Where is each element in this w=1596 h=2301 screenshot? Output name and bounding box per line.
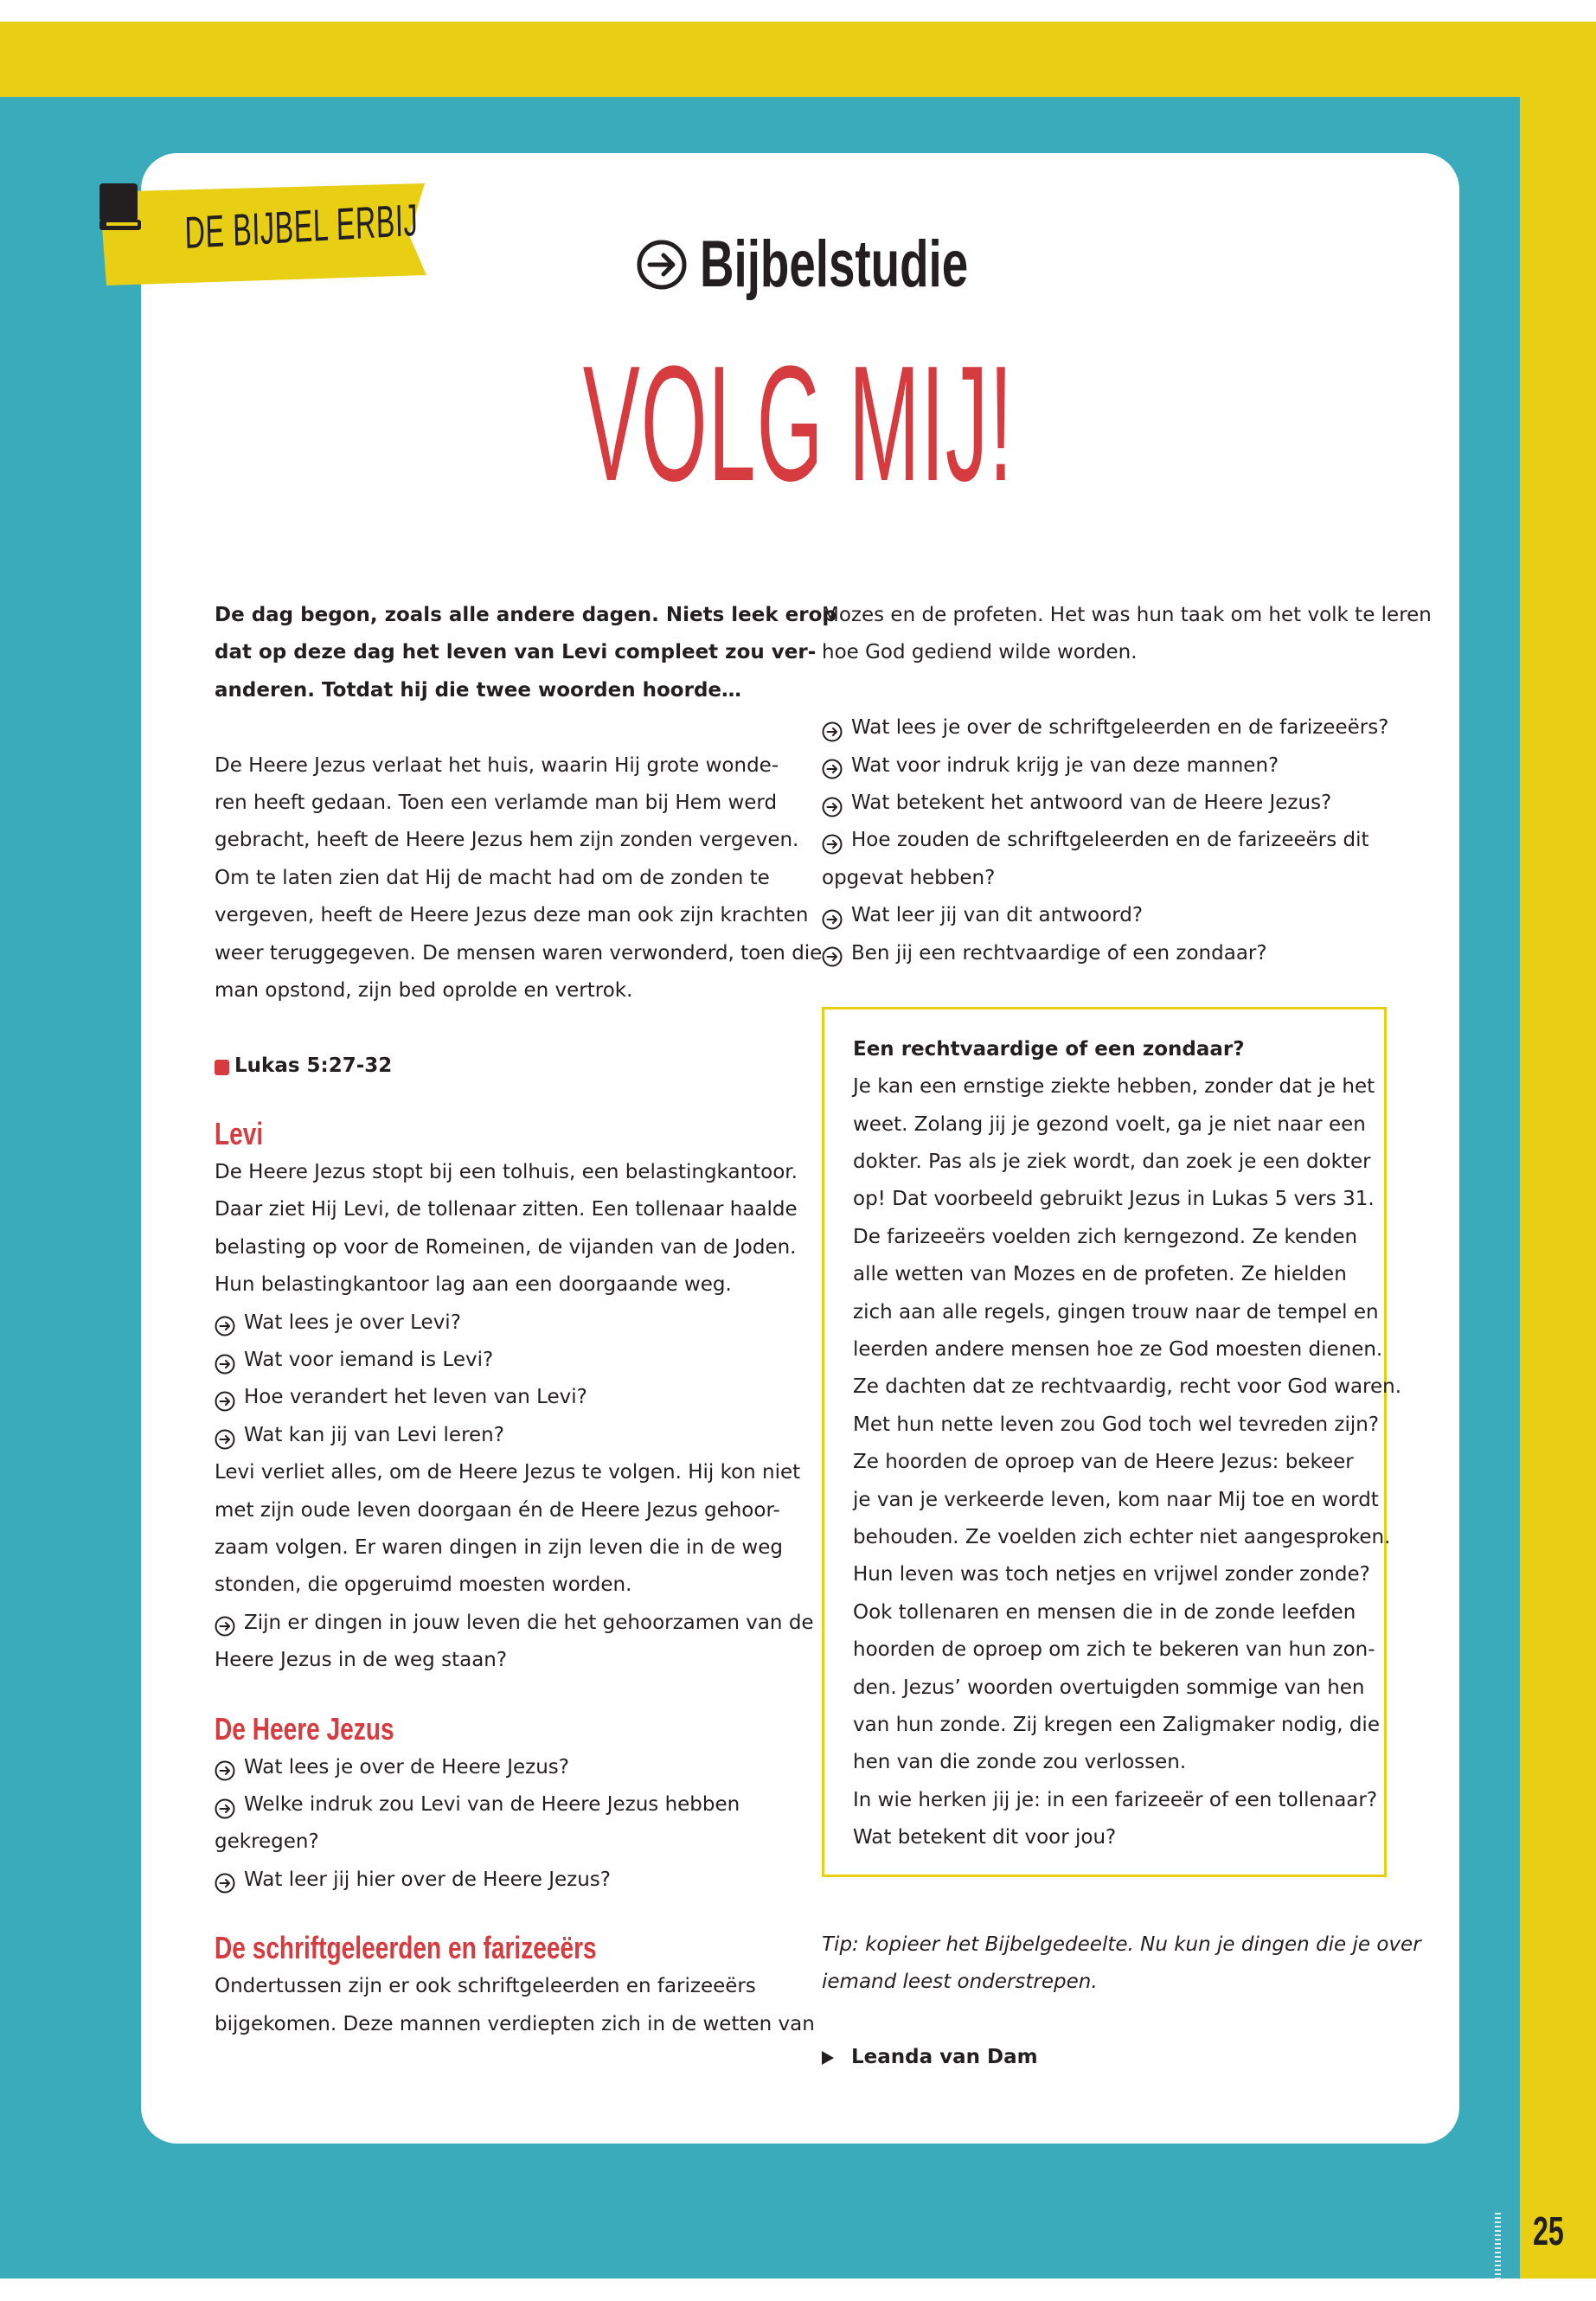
question-text: Welke indruk zou Levi van de Heere Jezus hebben [244,1792,740,1816]
paragraph-line [215,1229,797,1266]
bible-icon [215,1057,229,1075]
section-heading-text: Levi [215,1116,264,1152]
paragraph-line [215,897,809,934]
info-box-line: dokter. Pas als je ziek wordt, dan zoek je een dokter [853,1150,1371,1174]
info-box [822,1007,1402,1877]
page-number: 25 [1533,2208,1564,2253]
paragraph-line [215,1529,785,1567]
question-line [822,822,1393,859]
question-line [215,1417,785,1454]
right-flow [822,597,1432,972]
bible-reference [215,1048,785,1085]
question-text: Wat lees je over Levi? [244,1311,461,1334]
top-yellow-band [0,22,1596,98]
info-box-line: De farizeeërs voelden zich kerngezond. Ze kenden [853,1225,1358,1248]
arrow-circle-icon [215,1388,235,1408]
question-text: Wat voor indruk krijg je van deze mannen? [851,753,1279,777]
paragraph-text: Daar ziet Hij Levi, de tollenaar zitten. Een tollenaar haalde [215,1198,798,1221]
arrow-circle-icon [822,793,843,814]
kicker-label: Bijbelstudie [700,228,969,301]
paragraph-text: Ondertussen zijn er ook schriftgeleerden en farizeeërs [215,1975,756,1998]
question-line [215,1823,785,1861]
paragraph-line [215,672,785,709]
arrow-circle-icon [215,1869,235,1890]
paragraph-text: ren heeft gedaan. Toen een verlamde man bij Hem werd [215,791,778,814]
question-line [215,1605,814,1642]
info-box-line: Ze hoorden de oproep van de Heere Jezus: bekeer [853,1451,1354,1474]
paragraph-line [215,785,785,822]
paragraph-line [215,972,785,1009]
section-ribbon [98,182,431,290]
right-column [822,597,1432,2076]
info-box-line: op! Dat voorbeeld gebruikt Jezus in Lukas 5 vers 31. [853,1188,1375,1211]
paragraph-text: dat op deze dag het leven van Levi compleet zou ver- [215,641,817,664]
page-title-text: VOLG MIJ! [582,332,1014,516]
triangle-icon [822,2051,834,2065]
info-box-line: behouden. Ze voelden zich echter niet aangesproken. [853,1525,1391,1548]
arrow-circle-icon [822,830,843,851]
info-box-line: alle wetten van Mozes en de profeten. Ze hielden [853,1263,1347,1286]
question-line [822,747,1393,785]
paragraph-text: met zijn oude leven doorgaan én de Heere Jezus gehoor- [215,1498,780,1522]
info-box-line: hen van die zonde zou verlossen. [853,1751,1187,1774]
question-text: gekregen? [215,1830,319,1854]
paragraph-line [215,860,785,897]
section-heading [215,1928,785,1968]
question-text: Wat lees je over de schriftgeleerden en de farizeeërs? [851,716,1389,740]
info-box-line: Hun leven was toch netjes en vrijwel zonder zonde? [853,1563,1370,1586]
author-name: Leanda van Dam [851,2046,1038,2069]
paragraph-text: Mozes en de profeten. Het was hun taak om het volk te leren [822,604,1432,626]
spacer [822,672,1393,709]
paragraph-line [215,1154,798,1191]
question-line [215,1304,785,1342]
paragraph-line [215,2006,815,2043]
arrow-circle-icon [822,755,843,776]
decorative-stripes [1495,2213,1501,2279]
spacer [215,709,785,747]
left-column [215,597,836,2043]
paragraph-text: weer teruggegeven. De mensen waren verwonderd, toen die [215,941,823,965]
paragraph-text: anderen. Totdat hij die twee woorden hoorde… [215,678,742,702]
question-text: Heere Jezus in de weg staan? [215,1649,508,1672]
paragraph-text: hoe God gediend wilde worden. [822,641,1138,664]
question-text: Wat voor iemand is Levi? [244,1349,494,1372]
info-box-line: Met hun nette leven zou God toch wel tevreden zijn? [853,1413,1380,1436]
paragraph-text: Om te laten zien dat Hij de macht had om de zonden te [215,866,770,889]
paragraph-line [215,1567,785,1604]
info-box-line: van hun zonde. Zij kregen een Zaligmaker nodig, die [853,1713,1380,1736]
info-box-line: Je kan een ernstige ziekte hebben, zonder dat je het [853,1075,1375,1099]
bible-reference-text: Lukas 5:27-32 [234,1054,393,1077]
page-title [0,332,1596,516]
question-text: Wat leer jij hier over de Heere Jezus? [244,1868,611,1891]
paragraph-text: man opstond, zijn bed oprolde en vertrok. [215,978,633,1002]
question-text: Zijn er dingen in jouw leven die het gehoorzamen van de [244,1611,814,1634]
arrow-circle-icon [215,1426,235,1446]
ribbon-label: DE BIJBEL ERBIJ [184,195,419,259]
question-line [215,1862,785,1899]
arrow-circle-icon [215,1350,235,1371]
arrow-circle-icon [215,1312,235,1333]
section-heading [215,1709,785,1749]
paragraph-line [215,935,823,972]
paragraph-text: De dag begon, zoals alle andere dagen. Niets leek erop [215,604,836,626]
question-text: Wat lees je over de Heere Jezus? [244,1755,569,1779]
paragraph-text: stonden, die opgeruimd moesten worden. [215,1574,632,1597]
paragraph-line [215,1968,785,2005]
question-line [822,709,1393,747]
question-line [215,1642,785,1679]
paragraph-line [215,747,785,785]
arrow-circle-icon [822,906,843,926]
question-text: Wat betekent het antwoord van de Heere Jezus? [851,791,1332,814]
paragraph-line [215,1492,785,1529]
arrow-circle-icon [822,943,843,964]
author [822,2039,1393,2076]
section-heading-text: De Heere Jezus [215,1710,394,1747]
paragraph-text: belasting op voor de Romeinen, de vijanden van de Joden. [215,1235,797,1259]
info-box-line: leerden andere mensen hoe ze God moesten dienen. [853,1338,1383,1362]
question-line [215,1786,785,1823]
paragraph-text: Hun belastingkantoor lag aan een doorgaande weg. [215,1273,732,1297]
arrow-circle-icon [215,1795,235,1816]
info-box-line: den. Jezus’ woorden overtuigden sommige van hen [853,1676,1365,1699]
tip-line: iemand leest onderstrepen. [822,1971,1098,1994]
arrow-circle-icon [215,1612,235,1633]
question-text: Wat kan jij van Levi leren? [244,1423,504,1446]
paragraph-line [215,634,817,671]
question-text: Ben jij een rechtvaardige of een zondaar? [851,941,1267,965]
paragraph-text: vergeven, heeft de Heere Jezus deze man ook zijn krachten [215,904,809,927]
info-box-line: hoorden de oproep om zich te bekeren van hun zon- [853,1638,1375,1662]
info-box-line: Ze dachten dat ze rechtvaardig, recht voor God waren. [853,1375,1402,1399]
info-box-title: Een rechtvaardige of een zondaar? [853,1037,1245,1061]
info-box-body [853,1068,1402,1856]
info-box-line: zich aan alle regels, gingen trouw naar de tempel en [853,1300,1379,1324]
paragraph-line [822,597,1432,634]
arrow-circle-icon [215,1757,235,1778]
tip [822,1926,1421,2002]
info-box-line: je van je verkeerde leven, kom naar Mij toe en wordt [853,1488,1379,1511]
question-text: Hoe zouden de schriftgeleerden en de farizeeërs dit [851,829,1369,852]
question-text: Wat leer jij van dit antwoord? [851,904,1144,927]
paragraph-text: De Heere Jezus stopt bij een tolhuis, een belastingkantoor. [215,1161,798,1184]
paragraph-line [215,1454,801,1491]
arrow-circle-icon [636,239,688,291]
tip-line: Tip: kopieer het Bijbelgedeelte. Nu kun je dingen die je over [822,1932,1421,1956]
info-box-line: weet. Zolang jij je gezond voelt, ga je niet naar een [853,1112,1366,1136]
kicker [636,227,1073,302]
paragraph-text: Levi verliet alles, om de Heere Jezus te volgen. Hij kon niet [215,1461,801,1484]
spacer [215,1009,785,1047]
question-line [822,897,1393,934]
paragraph-line [822,634,1393,671]
section-heading-text: De schriftgeleerden en farizeeërs [215,1930,597,1966]
question-line [215,1749,785,1786]
info-box-line: In wie herken jij je: in een farizeeër of een tollenaar? [853,1788,1378,1811]
question-line [822,785,1393,822]
section-heading [215,1114,785,1154]
paragraph-text: zaam volgen. Er waren dingen in zijn leven die in de weg [215,1535,783,1559]
question-text: opgevat hebben? [822,866,996,889]
info-box-line: Wat betekent dit voor jou? [853,1826,1117,1849]
paragraph-text: De Heere Jezus verlaat het huis, waarin Hij grote wonde- [215,753,779,777]
paragraph-text: bijgekomen. Deze mannen verdiepten zich in de wetten van [215,2012,815,2035]
question-text: Hoe verandert het leven van Levi? [244,1386,587,1409]
arrow-circle-icon [822,718,843,739]
paragraph-line [215,1266,785,1304]
book-icon [98,182,143,232]
question-line [215,1342,785,1379]
paragraph-line [215,822,799,859]
paragraph-text: gebracht, heeft de Heere Jezus hem zijn zonden vergeven. [215,829,799,852]
paragraph-line [215,1191,798,1228]
question-line [822,935,1393,972]
info-box-line: Ook tollenaren en mensen die in de zonde leefden [853,1600,1356,1624]
question-line [822,860,1393,897]
question-line [215,1379,785,1416]
paragraph-line [215,597,836,634]
